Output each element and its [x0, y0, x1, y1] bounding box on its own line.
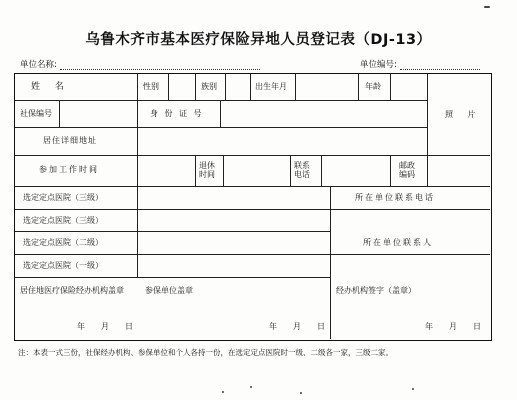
date-month: 月 — [293, 322, 301, 331]
unit-name-label: 单位名称: — [20, 60, 57, 70]
scan-mark — [484, 6, 490, 8]
contact-phone-label: 联系 电话 — [294, 161, 310, 179]
unit-code-line — [400, 60, 480, 70]
unit-contact-label: 所在单位联系人 — [363, 238, 433, 247]
date-month: 月 — [449, 322, 457, 331]
date-day: 日 — [473, 322, 481, 331]
hospital-level3-first-label: 选定定点医院（三级） — [23, 193, 103, 202]
date-year: 年 — [77, 322, 85, 331]
scan-speck — [250, 386, 252, 388]
ethnicity-label: 族别 — [201, 82, 217, 91]
registration-table — [14, 73, 492, 341]
footnote: 注：本表一式三份，社保经办机构、参保单位和个人各持一份，在选定定点医院时一级、二级各一家，三级二家。 — [18, 348, 393, 357]
unit-name-field — [20, 58, 260, 70]
postal-code-label: 邮政 编码 — [399, 161, 415, 179]
si-number-label: 社保编号 — [20, 109, 52, 118]
retire-time-label: 退休 时间 — [199, 161, 215, 179]
unit-seal-label: 参保单位盖章 — [145, 286, 193, 295]
form-title: 乌鲁木齐市基本医疗保险异地人员登记表（DJ-13） — [85, 32, 432, 48]
id-number-label: 身 份 证 号 — [150, 109, 204, 118]
unit-name-line — [60, 60, 260, 70]
scan-speck — [222, 391, 224, 393]
hospital-level3-second-label: 选定定点医院（三级） — [23, 216, 103, 225]
work-start-label: 参加工作时间 — [39, 165, 99, 174]
date-month: 月 — [101, 322, 109, 331]
scan-speck — [300, 392, 302, 394]
gender-label: 性别 — [143, 82, 159, 91]
date-year: 年 — [425, 322, 433, 331]
hospital-level1-label: 选定定点医院（一级） — [23, 261, 103, 270]
date-day: 日 — [317, 322, 325, 331]
local-agency-seal-label: 居住地医疗保险经办机构盖章 — [20, 286, 124, 295]
date-day: 日 — [125, 322, 133, 331]
scan-speck — [412, 388, 414, 390]
name-label: 姓 名 — [31, 82, 70, 92]
unit-phone-label: 所在单位联系电话 — [355, 193, 435, 202]
unit-code-label: 单位编号: — [360, 60, 397, 70]
photo-label: 照 片 — [445, 110, 482, 119]
date-year: 年 — [269, 322, 277, 331]
unit-code-field — [360, 58, 480, 70]
birth-label: 出生年月 — [255, 82, 287, 91]
address-label: 居住详细地址 — [43, 136, 97, 145]
age-label: 年龄 — [365, 82, 381, 91]
agency-signature-label: 经办机构签字（盖章） — [336, 286, 416, 295]
hospital-level2-label: 选定定点医院（二级） — [23, 238, 103, 247]
